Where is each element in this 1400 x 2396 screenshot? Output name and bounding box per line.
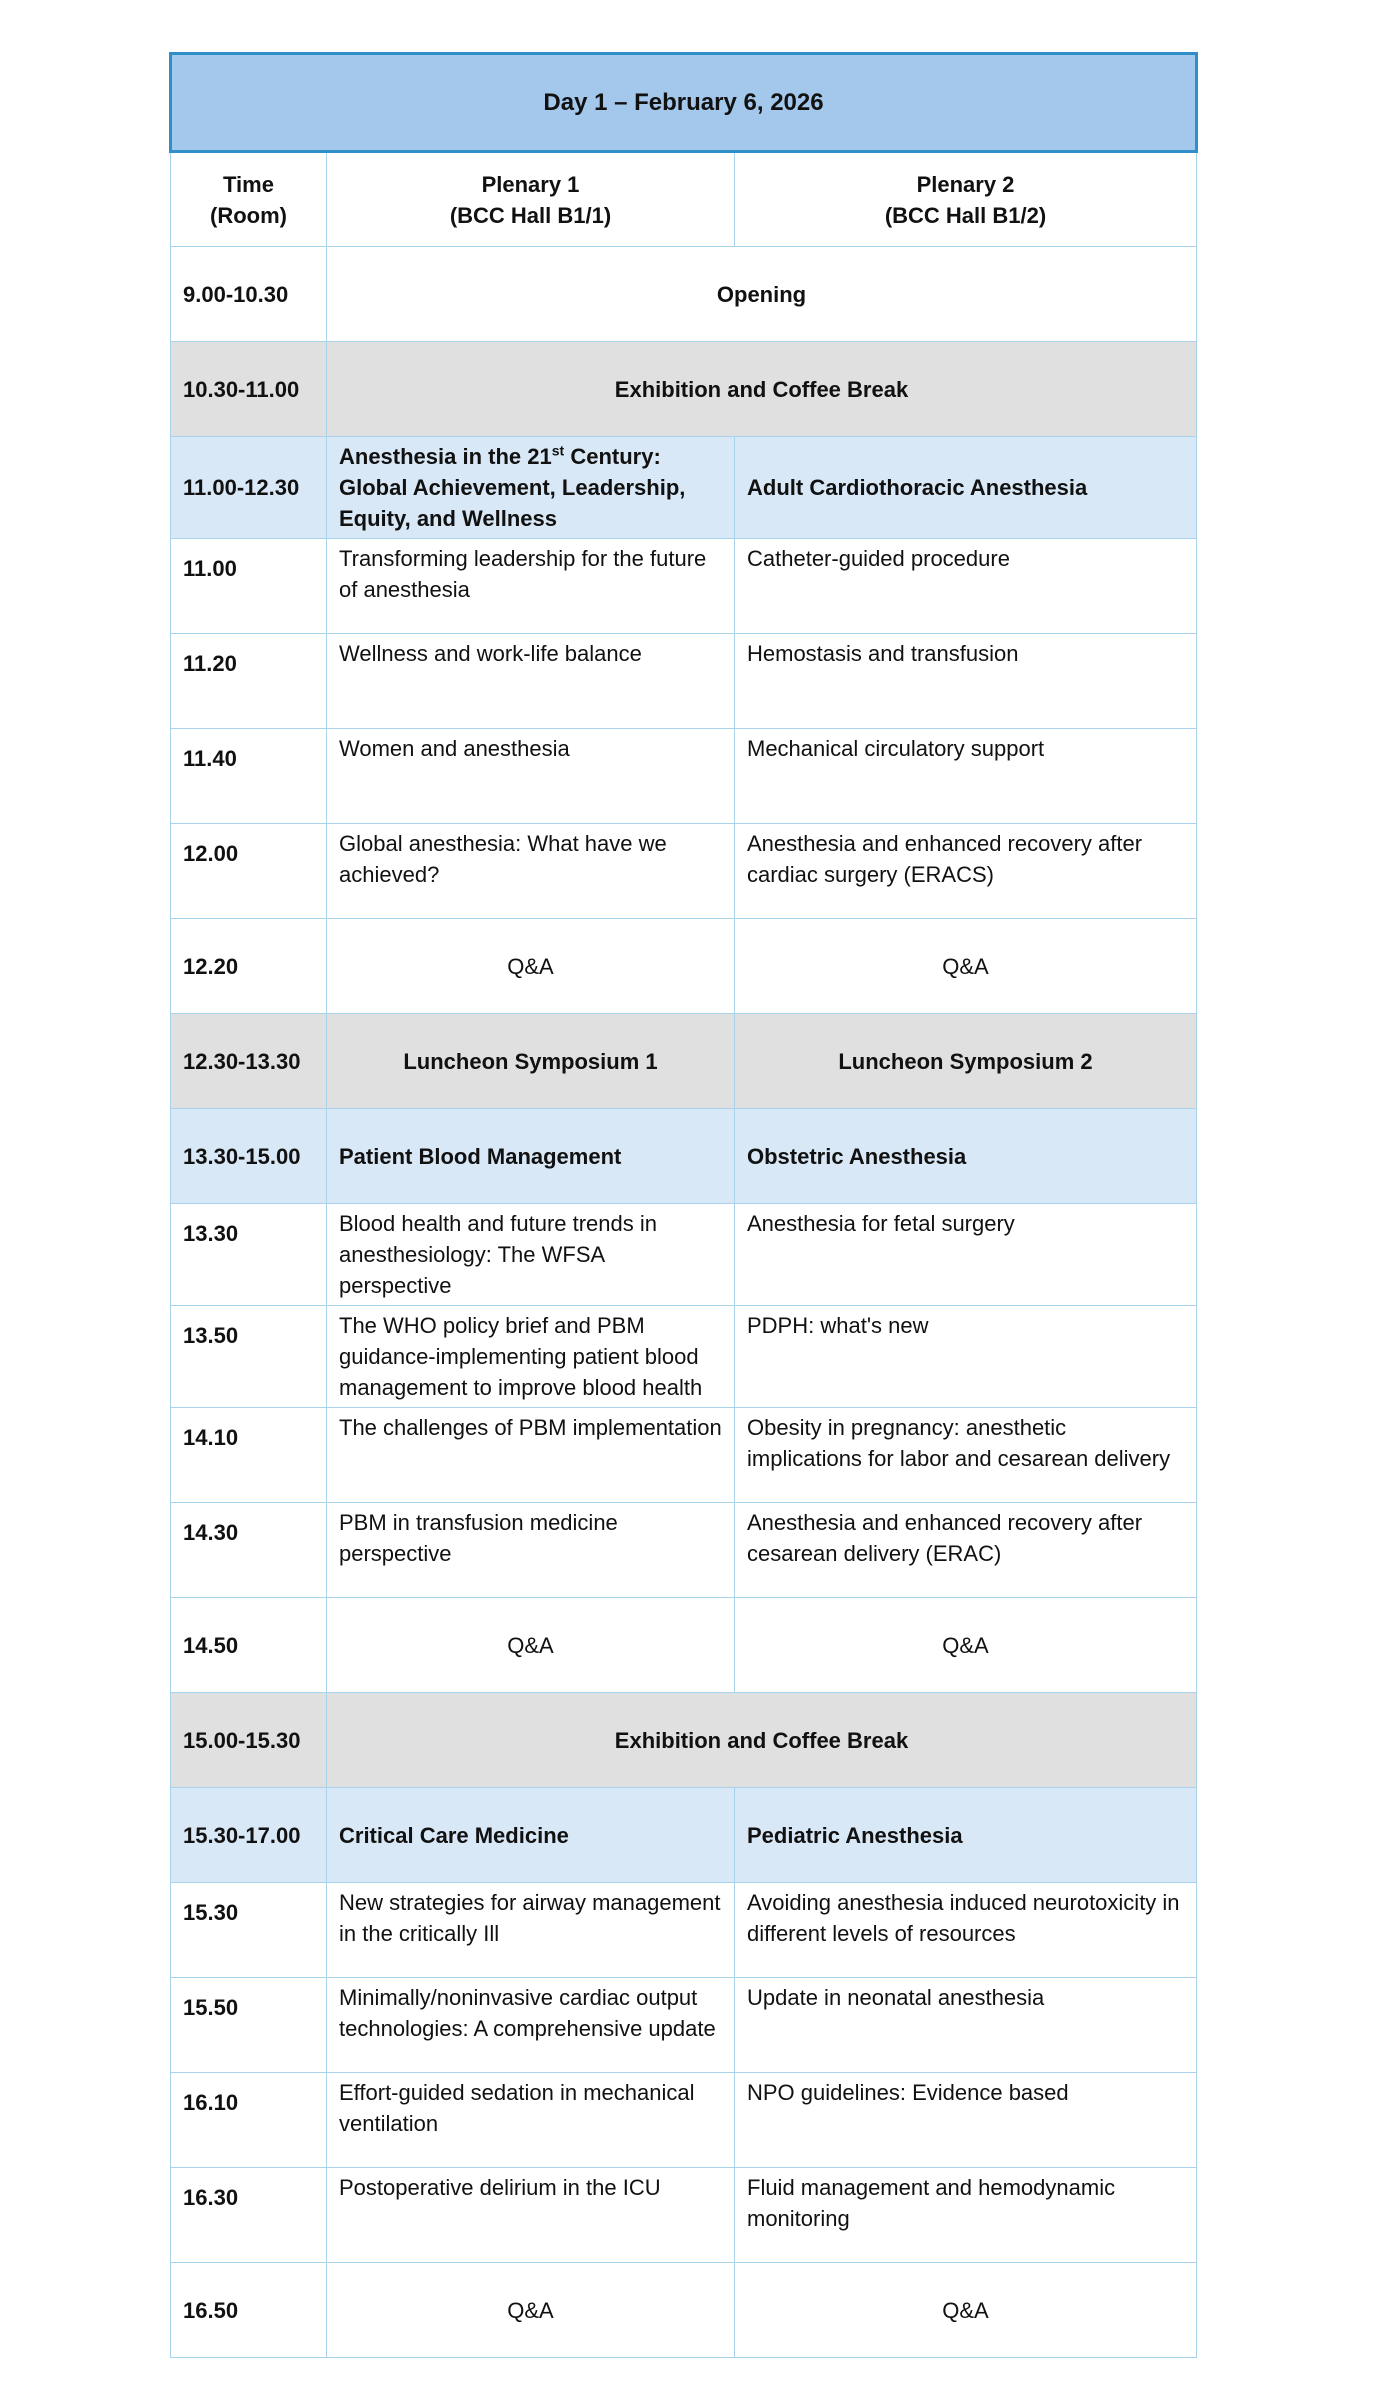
- opening-label: Opening: [327, 247, 1197, 342]
- qa-row: [171, 919, 1197, 1014]
- qa-time: 16.50: [171, 2263, 327, 2358]
- talk-time: 11.00: [171, 539, 327, 634]
- session-title-sup: st: [551, 442, 565, 459]
- slot-time: 13.30-15.00: [171, 1109, 327, 1204]
- slot-time: 15.00-15.30: [171, 1693, 327, 1788]
- qa-plenary2: Q&A: [735, 2263, 1197, 2358]
- opening-row: [171, 247, 1197, 342]
- talk-time: 16.10: [171, 2073, 327, 2168]
- talk-time: 14.30: [171, 1503, 327, 1598]
- talk-row: [171, 1204, 1197, 1306]
- talk-plenary2: Anesthesia and enhanced recovery after cesarean delivery (ERAC): [735, 1503, 1197, 1598]
- talk-plenary1: Transforming leadership for the future of anesthesia: [327, 539, 735, 634]
- talk-plenary2: Hemostasis and transfusion: [735, 634, 1197, 729]
- luncheon-plenary1: Luncheon Symposium 1: [327, 1014, 735, 1109]
- coffee-break-label: Exhibition and Coffee Break: [327, 342, 1197, 437]
- talk-plenary2: Catheter-guided procedure: [735, 539, 1197, 634]
- session-title-part: Anesthesia in the 21: [339, 444, 552, 469]
- qa-plenary1: Q&A: [327, 2263, 735, 2358]
- session-title-plenary2: Adult Cardiothoracic Anesthesia: [735, 437, 1197, 539]
- talk-plenary1: PBM in transfusion medicine perspective: [327, 1503, 735, 1598]
- plenary2-room: (BCC Hall B1/2): [884, 202, 1047, 228]
- talk-time: 12.00: [171, 824, 327, 919]
- talk-row: [171, 1503, 1197, 1598]
- talk-plenary1: The WHO policy brief and PBM guidance-implementing patient blood management to improve blood health: [327, 1306, 735, 1408]
- session-title-row: [171, 1788, 1197, 1883]
- talk-row: [171, 824, 1197, 919]
- session-title-row: [171, 437, 1197, 539]
- session-title-plenary1: Patient Blood Management: [327, 1109, 735, 1204]
- qa-row: [171, 1598, 1197, 1693]
- slot-time: 12.30-13.30: [171, 1014, 327, 1109]
- talk-row: [171, 634, 1197, 729]
- talk-plenary2: Anesthesia for fetal surgery: [735, 1204, 1197, 1306]
- talk-plenary1: Minimally/noninvasive cardiac output technologies: A comprehensive update: [327, 1978, 735, 2073]
- title-row: [171, 54, 1197, 152]
- schedule-table: [169, 52, 1198, 2358]
- slot-time: 11.00-12.30: [171, 437, 327, 539]
- talk-plenary1: Wellness and work-life balance: [327, 634, 735, 729]
- talk-plenary1: Postoperative delirium in the ICU: [327, 2168, 735, 2263]
- luncheon-row: [171, 1014, 1197, 1109]
- session-title-plenary2: Pediatric Anesthesia: [735, 1788, 1197, 1883]
- plenary1-name: Plenary 1: [481, 171, 580, 197]
- room-header-label: (Room): [210, 202, 287, 228]
- talk-plenary1: Women and anesthesia: [327, 729, 735, 824]
- talk-row: [171, 1306, 1197, 1408]
- session-title-plenary1: Critical Care Medicine: [327, 1788, 735, 1883]
- talk-plenary2: Fluid management and hemodynamic monitoring: [735, 2168, 1197, 2263]
- talk-row: [171, 1978, 1197, 2073]
- talk-row: [171, 2073, 1197, 2168]
- talk-plenary1: The challenges of PBM implementation: [327, 1408, 735, 1503]
- time-room-header: [171, 152, 327, 247]
- talk-time: 15.50: [171, 1978, 327, 2073]
- slot-time: 10.30-11.00: [171, 342, 327, 437]
- slot-time: 9.00-10.30: [171, 247, 327, 342]
- talk-row: [171, 539, 1197, 634]
- qa-row: [171, 2263, 1197, 2358]
- qa-time: 14.50: [171, 1598, 327, 1693]
- talk-time: 11.20: [171, 634, 327, 729]
- talk-time: 13.50: [171, 1306, 327, 1408]
- qa-plenary2: Q&A: [735, 1598, 1197, 1693]
- session-title-plenary1: [327, 437, 735, 539]
- talk-time: 16.30: [171, 2168, 327, 2263]
- talk-plenary1: Blood health and future trends in anesthesiology: The WFSA perspective: [327, 1204, 735, 1306]
- plenary1-header: [327, 152, 735, 247]
- talk-row: [171, 2168, 1197, 2263]
- qa-plenary1: Q&A: [327, 1598, 735, 1693]
- talk-plenary2: Mechanical circulatory support: [735, 729, 1197, 824]
- talk-plenary2: PDPH: what's new: [735, 1306, 1197, 1408]
- plenary2-name: Plenary 2: [916, 171, 1015, 197]
- talk-plenary2: Avoiding anesthesia induced neurotoxicity in different levels of resources: [735, 1883, 1197, 1978]
- qa-time: 12.20: [171, 919, 327, 1014]
- plenary2-header: [735, 152, 1197, 247]
- coffee-break-row: [171, 1693, 1197, 1788]
- talk-plenary2: Update in neonatal anesthesia: [735, 1978, 1197, 2073]
- talk-row: [171, 729, 1197, 824]
- day-title: Day 1 – February 6, 2026: [171, 54, 1197, 152]
- talk-plenary2: NPO guidelines: Evidence based: [735, 2073, 1197, 2168]
- time-header-label: Time: [223, 171, 274, 197]
- coffee-break-label: Exhibition and Coffee Break: [327, 1693, 1197, 1788]
- talk-plenary1: New strategies for airway management in the critically Ill: [327, 1883, 735, 1978]
- talk-plenary1: Global anesthesia: What have we achieved?: [327, 824, 735, 919]
- plenary1-room: (BCC Hall B1/1): [449, 202, 612, 228]
- talk-time: 11.40: [171, 729, 327, 824]
- session-title-row: [171, 1109, 1197, 1204]
- session-title-plenary2: Obstetric Anesthesia: [735, 1109, 1197, 1204]
- luncheon-plenary2: Luncheon Symposium 2: [735, 1014, 1197, 1109]
- header-row: [171, 152, 1197, 247]
- coffee-break-row: [171, 342, 1197, 437]
- talk-time: 14.10: [171, 1408, 327, 1503]
- slot-time: 15.30-17.00: [171, 1788, 327, 1883]
- qa-plenary2: Q&A: [735, 919, 1197, 1014]
- talk-plenary2: Anesthesia and enhanced recovery after cardiac surgery (ERACS): [735, 824, 1197, 919]
- talk-plenary2: Obesity in pregnancy: anesthetic implications for labor and cesarean delivery: [735, 1408, 1197, 1503]
- talk-time: 13.30: [171, 1204, 327, 1306]
- talk-plenary1: Effort-guided sedation in mechanical ventilation: [327, 2073, 735, 2168]
- talk-row: [171, 1883, 1197, 1978]
- session-title-part: Century: Global Achievement, Leadership, Equity, and Wellness: [339, 444, 686, 531]
- talk-row: [171, 1408, 1197, 1503]
- talk-time: 15.30: [171, 1883, 327, 1978]
- qa-plenary1: Q&A: [327, 919, 735, 1014]
